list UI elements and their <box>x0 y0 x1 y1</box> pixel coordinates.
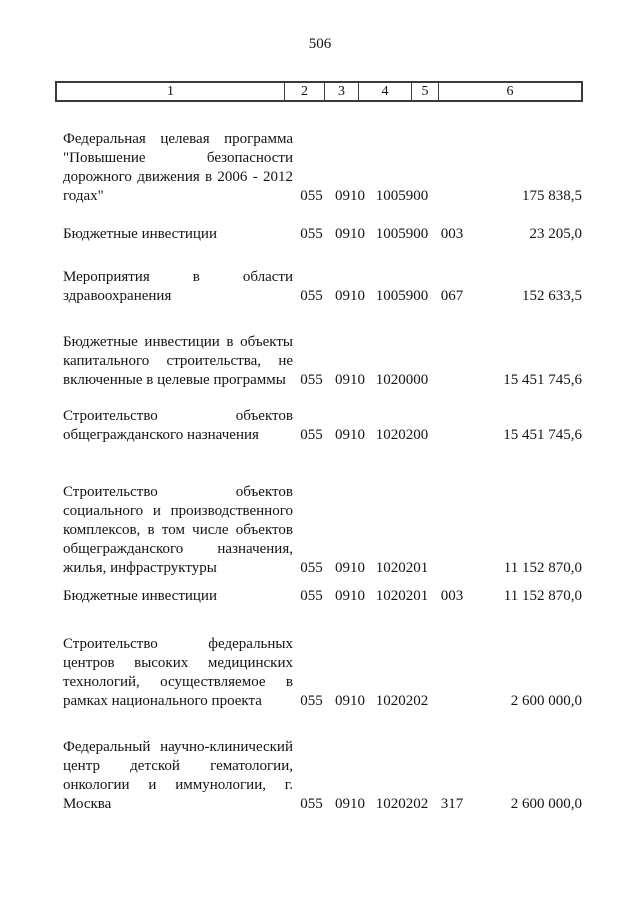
row-code-chapter: 055 <box>300 427 323 443</box>
row-code-section: 0910 <box>335 188 365 204</box>
document-page <box>0 35 640 905</box>
row-code-section: 0910 <box>335 560 365 576</box>
table-body <box>63 130 582 814</box>
row-code-expense-type: 067 <box>440 288 464 304</box>
row-description: Бюджетные инвестиции <box>63 588 217 604</box>
row-amount: 15 451 745,6 <box>503 427 582 443</box>
row-code-target-article: 1005900 <box>375 288 429 304</box>
row-code-chapter: 055 <box>300 693 323 709</box>
row-code-target-article: 1020201 <box>375 588 429 604</box>
row-code-expense-type: 317 <box>440 796 464 812</box>
row-amount: 11 152 870,0 <box>503 560 582 576</box>
table-header-col-5: 5 <box>411 83 438 100</box>
row-code-expense-type: 003 <box>440 226 464 242</box>
table-row <box>63 268 582 306</box>
row-code-chapter: 055 <box>300 560 323 576</box>
row-description: Строительство объектов социального и производственного комплексов, в том числе объектов общегражданского назначения, жилья, инфраструктуры <box>63 484 293 576</box>
row-description: Федеральная целевая программа "Повышение безопасности дорожного движения в 2006 - 2012 годах" <box>63 131 293 204</box>
row-code-target-article: 1020200 <box>375 427 429 443</box>
row-description: Бюджетные инвестиции <box>63 226 217 242</box>
row-code-section: 0910 <box>335 288 365 304</box>
row-amount: 2 600 000,0 <box>510 796 582 812</box>
table-header-row <box>55 81 583 102</box>
row-code-section: 0910 <box>335 693 365 709</box>
row-code-section: 0910 <box>335 588 365 604</box>
row-code-expense-type: 003 <box>440 588 464 604</box>
row-code-target-article: 1005900 <box>375 226 429 242</box>
row-description: Мероприятия в области здравоохранения <box>63 269 293 304</box>
row-code-section: 0910 <box>335 427 365 443</box>
table-header-col-1: 1 <box>167 83 174 99</box>
row-code-target-article: 1020202 <box>375 693 429 709</box>
row-code-chapter: 055 <box>300 226 323 242</box>
table-header-col-4: 4 <box>358 83 411 100</box>
row-amount: 175 838,5 <box>522 188 582 204</box>
row-code-chapter: 055 <box>300 796 323 812</box>
page-number: 506 <box>308 36 332 52</box>
row-amount: 23 205,0 <box>529 226 582 242</box>
row-amount: 11 152 870,0 <box>503 588 582 604</box>
row-description: Строительство объектов общегражданского назначения <box>63 408 293 443</box>
table-header-col-6: 6 <box>438 83 581 100</box>
row-amount: 2 600 000,0 <box>510 693 582 709</box>
table-row <box>63 333 582 390</box>
row-code-chapter: 055 <box>300 288 323 304</box>
row-amount: 15 451 745,6 <box>503 372 582 388</box>
row-code-target-article: 1020202 <box>375 796 429 812</box>
row-code-chapter: 055 <box>300 588 323 604</box>
row-description: Бюджетные инвестиции в объекты капитального строительства, не включенные в целевые программы <box>63 334 293 388</box>
table-row <box>63 738 582 814</box>
table-row <box>63 130 582 206</box>
row-description: Федеральный научно-клинический центр детской гематологии, онкологии и иммунологии, г. Москва <box>63 739 293 812</box>
row-code-chapter: 055 <box>300 372 323 388</box>
row-amount: 152 633,5 <box>522 288 582 304</box>
row-code-target-article: 1005900 <box>375 188 429 204</box>
table-row <box>63 407 582 445</box>
row-code-chapter: 055 <box>300 188 323 204</box>
table-row <box>63 225 582 244</box>
row-code-section: 0910 <box>335 372 365 388</box>
row-code-section: 0910 <box>335 226 365 242</box>
row-description: Строительство федеральных центров высоких медицинских технологий, осуществляемое в рамках национального проекта <box>63 636 293 709</box>
row-code-section: 0910 <box>335 796 365 812</box>
row-code-target-article: 1020201 <box>375 560 429 576</box>
row-code-target-article: 1020000 <box>375 372 429 388</box>
table-header-col-2: 2 <box>284 83 324 100</box>
table-row <box>63 587 582 606</box>
table-header-col-3: 3 <box>324 83 358 100</box>
table-row <box>63 635 582 711</box>
table-row <box>63 483 582 578</box>
